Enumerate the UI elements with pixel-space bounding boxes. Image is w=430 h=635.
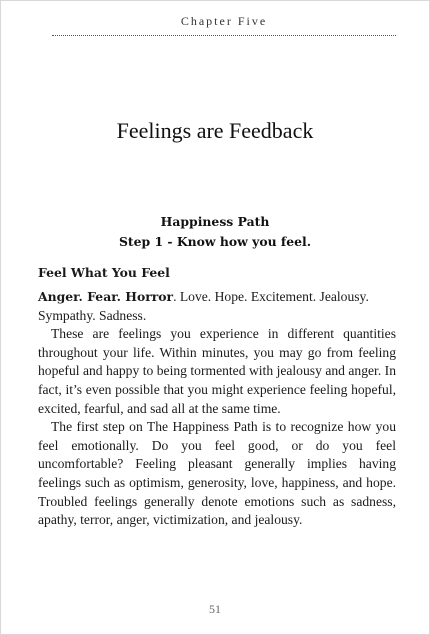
lead-rest-text: . Love. Hope. Excitement. Jealousy. Sympathy. Sadness. — [38, 289, 369, 323]
subtitle-step: Step 1 - Know how you feel. — [118, 234, 312, 249]
subtitle-path: Happiness Path — [160, 214, 270, 229]
lead-bold-text: Anger. Fear. Horror — [38, 289, 174, 304]
body-paragraph-2: The first step on The Happiness Path is to recognize how you feel emotionally. Do you feel good, or do you feel uncomfortable? Feeling pleasant generally implies having feelings such as optimism, generosity, love, happiness, and hope. Troubled feelings generally denote emotions such as sadness, apathy, terror, anger, victimization, and jealousy. — [38, 419, 396, 528]
section-heading: Feel What You Feel — [38, 265, 170, 280]
running-head: Chapter Five — [180, 14, 268, 28]
chapter-title: Feelings are Feedback — [116, 118, 314, 143]
page-number: 51 — [209, 602, 221, 616]
body-paragraph-1: These are feelings you experience in different quantities throughout your life. Within minutes, you may go from feeling hopeful and happy to being tormented with jealousy and anger. In fact, it’s even possible that you might experience feeling hopeful, excited, fearful, and sad all at the same time. — [38, 326, 396, 416]
body-text — [38, 264, 396, 530]
lead-paragraph — [38, 288, 396, 325]
header-rule — [52, 35, 396, 36]
